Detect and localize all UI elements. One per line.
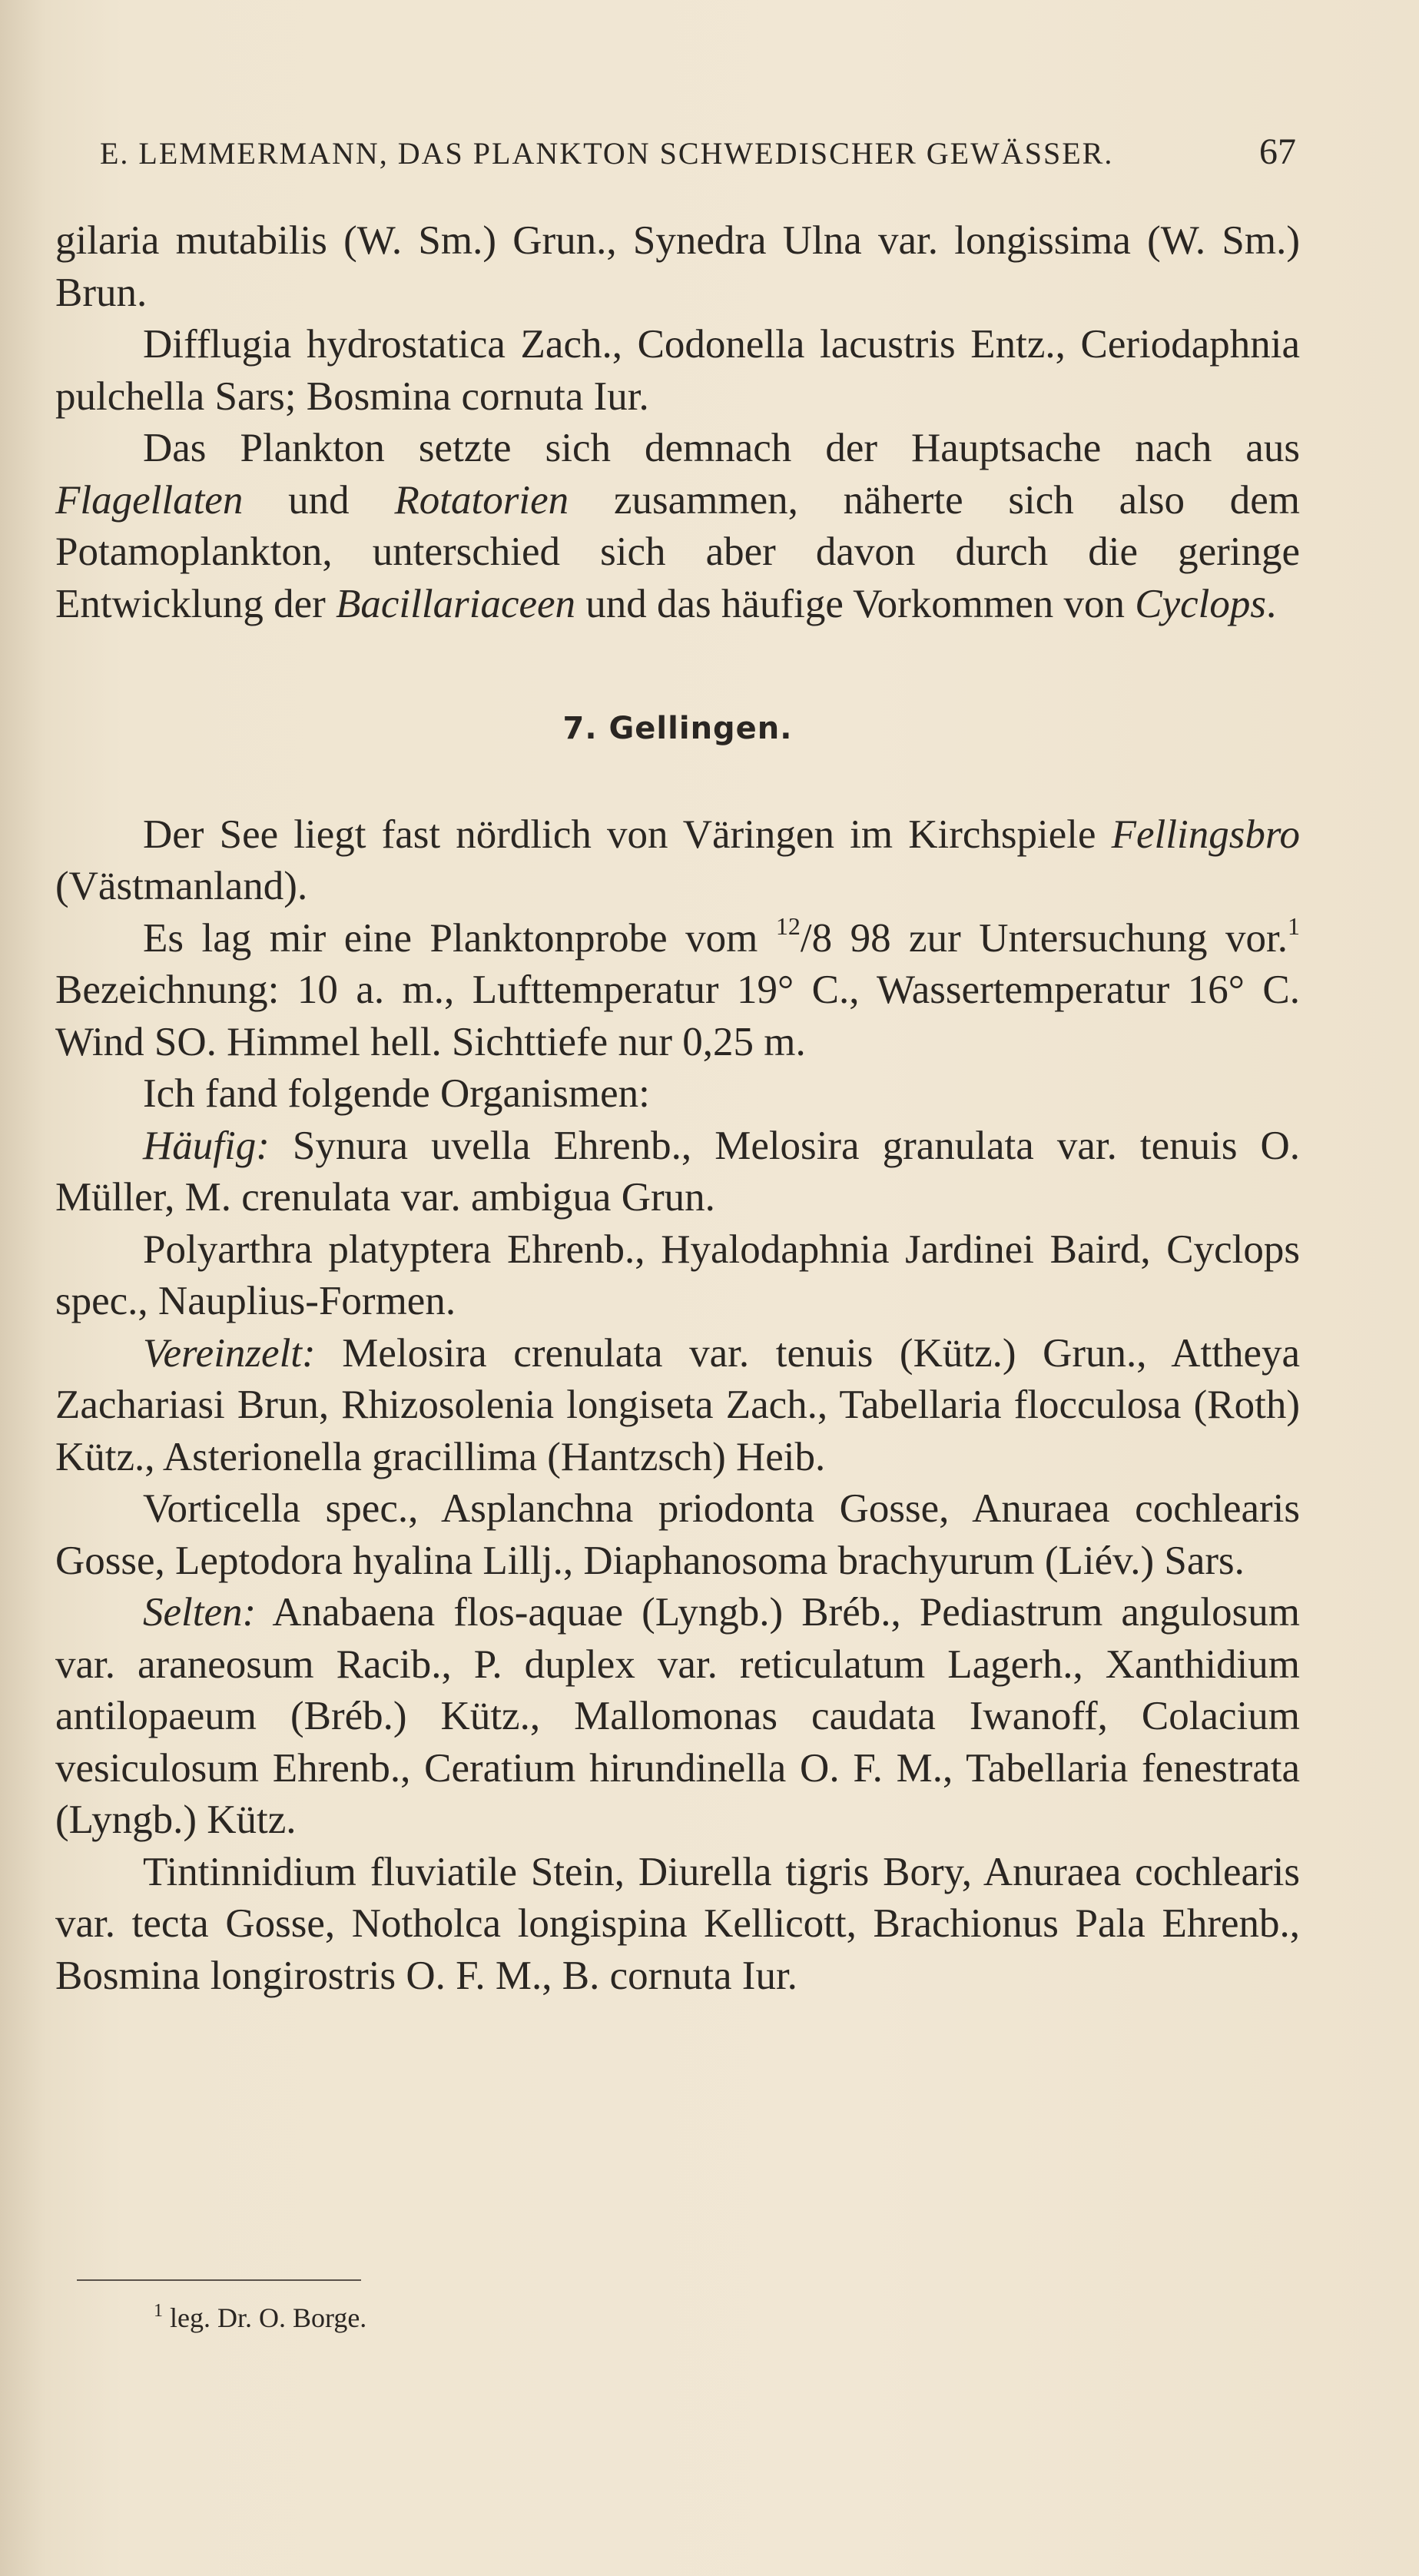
paragraph-frequent-animals: Polyarthra platyptera Ehrenb., Hyalodaphnia Jardinei Baird, Cyclops spec., Nauplius-Formen. <box>55 1227 1300 1323</box>
category-label: Selten: <box>143 1590 257 1635</box>
paragraph-occasional-animals: Vorticella spec., Asplanchna priodonta Gosse, Anuraea cochlearis Gosse, Leptodora hyalina Lillj., Diaphanosoma brachyurum (Liév.) Sars. <box>55 1486 1300 1583</box>
footnote-divider <box>77 2279 361 2281</box>
italic-term: Rotatorien <box>394 477 569 523</box>
category-label: Häufig: <box>143 1123 270 1168</box>
section-heading: 7. Gellingen. <box>562 711 793 746</box>
italic-term: Cyclops <box>1135 581 1266 626</box>
date-superscript: 12 <box>775 911 801 940</box>
paragraph-species-list: Difflugia hydrostatica Zach., Codonella lacustris Entz., Ceriodaphnia pulchella Sars; Bosmina cornuta Iur. <box>55 322 1300 419</box>
paragraph-rare: Selten: Anabaena flos-aquae (Lyngb.) Bréb., Pediastrum angulosum var. araneosum Racib., P. duplex var. reticulatum Lagerh., Xanthidium antilopaeum (Bréb.) Kütz., Mallomonas caudata Iwanoff, Colacium vesiculosum Ehrenb., Ceratium hirundinella O. F. M., Tabellaria fenestrata (Lyngb.) Kütz. <box>55 1590 1300 1842</box>
paragraph-frequent: Häufig: Synura uvella Ehrenb., Melosira granulata var. tenuis O. Müller, M. crenulata var. ambigua Grun. <box>55 1123 1300 1220</box>
running-title: E. LEMMERMANN, DAS PLANKTON SCHWEDISCHER GEWÄSSER. <box>100 136 1114 171</box>
footnote-reference: 1 <box>1287 911 1300 940</box>
italic-place: Fellingsbro <box>1111 812 1300 857</box>
italic-term: Flagellaten <box>55 477 244 523</box>
footnote-marker: 1 <box>154 2301 163 2321</box>
page-number: 67 <box>1259 131 1296 172</box>
paragraph-summary: Das Plankton setzte sich demnach der Hauptsache nach aus Flagellaten und Rotatorien zusammen, näherte sich also dem Potamoplankton, unterschied sich aber davon durch die geringe Entwicklung der Bacillariaceen und das häufige Vorkommen von Cyclops. <box>55 426 1301 626</box>
paragraph-intro-list: Ich fand folgende Organismen: <box>143 1071 650 1116</box>
running-header <box>100 131 1296 173</box>
footnote-text: leg. Dr. O. Borge. <box>163 2302 367 2333</box>
page-body <box>55 215 1300 2002</box>
category-label: Vereinzelt: <box>143 1330 316 1376</box>
paragraph-rare-animals: Tintinnidium fluviatile Stein, Diurella tigris Bory, Anuraea cochlearis var. tecta Gosse, Notholca longispina Kellicott, Brachionus Pala Ehrenb., Bosmina longirostris O. F. M., B. cornuta Iur. <box>55 1849 1300 1998</box>
paragraph-continuation: gilaria mutabilis (W. Sm.) Grun., Synedra Ulna var. longissima (W. Sm.) Brun. <box>55 218 1300 315</box>
paragraph-sample: Es lag mir eine Planktonprobe vom $^{12}$/8 98 zur Untersuchung vor.$^1$ Bezeichnung: 10 a. m., Lufttemperatur 19° C., Wassertemperatur 16° C. Wind SO. Himmel hell. Sichttiefe nur 0,25 m. <box>55 911 1300 1064</box>
paragraph-occasional: Vereinzelt: Melosira crenulata var. tenuis (Kütz.) Grun., Attheya Zachariasi Brun, Rhizosolenia longiseta Zach., Tabellaria flocculosa (Roth) Kütz., Asterionella gracillima (Hantzsch) Heib. <box>55 1330 1300 1479</box>
footnote <box>154 2302 366 2334</box>
italic-term: Bacillariaceen <box>336 581 576 626</box>
paragraph-location: Der See liegt fast nördlich von Väringen im Kirchspiele Fellingsbro (Västmanland). <box>55 812 1300 908</box>
